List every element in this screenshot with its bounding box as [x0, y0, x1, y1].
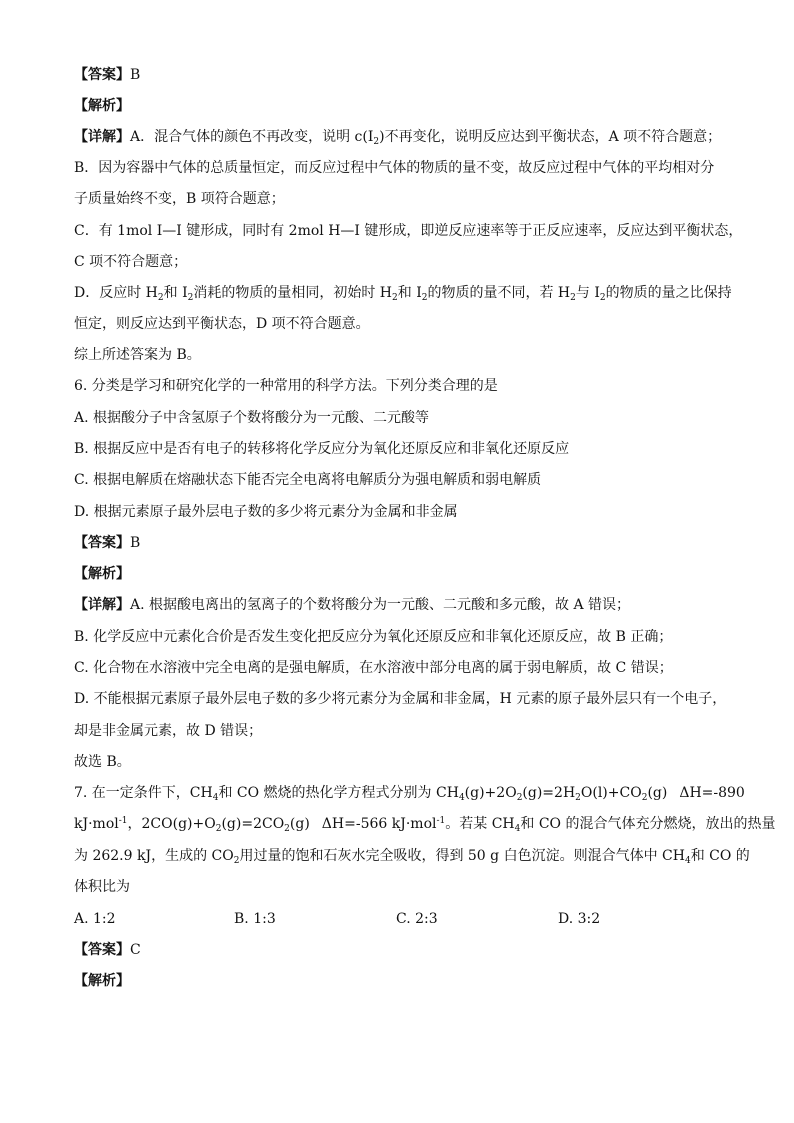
answer-label: 【答案】: [74, 942, 130, 958]
analysis-label: 【解析】: [74, 566, 130, 582]
subscript: 2: [157, 293, 164, 303]
text-segment: ΔH=-566 kJ·mol: [321, 816, 437, 832]
q6-detail-line-5: 却是非金属元素，故 D 错误；: [74, 723, 263, 739]
text-segment: 的物质的量之比保持: [605, 285, 732, 301]
text-segment: 与 I: [575, 285, 600, 301]
text-segment: (g)+2O: [464, 785, 517, 801]
subscript: 2: [516, 793, 523, 803]
text-segment: 和 CO 的混合气体充分燃烧，放出的热量: [520, 816, 776, 832]
text-segment: 。若某 CH: [445, 816, 515, 832]
answer-label: 【答案】: [74, 535, 130, 551]
text-segment: kJ·mol: [74, 816, 119, 832]
subscript: 2: [215, 824, 222, 834]
subscript: 2: [392, 293, 398, 303]
subscript: 4: [684, 856, 691, 866]
q5-detail-line-2: B．因为容器中气体的总质量恒定，而反应过程中气体的物质的量不变，故反应过程中气体的平均相对分: [74, 160, 715, 176]
q6-detail-line-3: C. 化合物在水溶液中完全电离的是强电解质，在水溶液中部分电离的属于弱电解质，故 C 错误；: [74, 660, 673, 676]
q6-option-d: D. 根据元素原子最外层电子数的多少将元素分为金属和非金属: [74, 504, 458, 520]
text-segment: 为 262.9 kJ，生成的 CO: [74, 848, 234, 864]
text-segment: 和 I: [397, 285, 422, 301]
subscript: 2: [373, 137, 380, 147]
subscript: 2: [641, 793, 648, 803]
text-segment: A. 根据酸电离出的氢离子的个数将酸分为一元酸、二元酸和多元酸，故 A 错误；: [130, 597, 631, 613]
superscript: -1: [118, 816, 128, 826]
subscript: 2: [284, 824, 290, 834]
superscript: -1: [436, 816, 446, 826]
q7-option-b: B. 1:3: [234, 911, 276, 927]
analysis-label: 【解析】: [74, 98, 130, 114]
q7-option-c: C. 2:3: [396, 911, 438, 927]
text-segment: 7. 在一定条件下，CH: [74, 785, 213, 801]
q6-detail-line-4: D. 不能根据元素原子最外层电子数的多少将元素分为金属和非金属，H 元素的原子最外层只有一个电子，: [74, 691, 727, 707]
q7-answer: [74, 939, 724, 961]
q7-stem-line-2: [74, 813, 776, 835]
detail-label: 【详解】: [74, 597, 130, 613]
q6-stem: 6. 分类是学习和研究化学的一种常用的科学方法。下列分类合理的是: [74, 378, 498, 394]
text-segment: A．混合气体的颜色不再改变，说明 c(I: [130, 129, 374, 145]
q7-stem-line-3: [74, 845, 750, 867]
subscript: 2: [575, 793, 581, 803]
q6-detail-line-1: [74, 594, 724, 616]
q5-answer: [74, 64, 724, 86]
text-segment: 消耗的物质的量相同，初始时 H: [193, 285, 393, 301]
answer-value: C: [130, 942, 141, 958]
text-segment: (g)=2CO: [221, 816, 285, 832]
analysis-label: 【解析】: [74, 973, 130, 989]
text-segment: D．反应时 H: [74, 285, 158, 301]
text-segment: 和 I: [163, 285, 188, 301]
subscript: 2: [421, 293, 428, 303]
subscript: 4: [458, 793, 465, 803]
q6-detail-line-2: B. 化学反应中元素化合价是否发生变化把反应分为氧化还原反应和非氧化还原反应，故 B 正确；: [74, 629, 673, 645]
q5-analysis-heading: [74, 95, 724, 117]
text-segment: (g)=2H: [522, 785, 576, 801]
q5-detail-line-1: [74, 126, 724, 148]
q7-stem-line-4: 体积比为: [74, 879, 130, 895]
text-segment: (g): [289, 816, 310, 832]
text-segment: )不再变化，说明反应达到平衡状态，A 项不符合题意；: [379, 129, 722, 145]
text-segment: (g): [647, 785, 668, 801]
q5-detail-line-5: C 项不符合题意；: [74, 254, 188, 270]
q6-analysis-heading: [74, 563, 724, 585]
text-segment: 和 CO 的: [690, 848, 750, 864]
q7-option-d: D. 3:2: [558, 911, 601, 927]
q7-option-a: A. 1:2: [74, 911, 116, 927]
text-segment: 的物质的量不同，若 H: [427, 285, 571, 301]
q5-detail-line-4: C．有 1mol I—I 键形成，同时有 2mol H—I 键形成，即逆反应速率等于正反应速率，反应达到平衡状态，: [74, 223, 743, 239]
detail-label: 【详解】: [74, 129, 130, 145]
q7-analysis-heading: [74, 970, 724, 992]
q6-conclusion: 故选 B。: [74, 754, 131, 770]
subscript: 4: [212, 793, 219, 803]
q5-detail-line-6: [74, 282, 732, 304]
answer-value: B: [130, 67, 141, 83]
q5-detail-line-3: 子质量始终不变，B 项符合题意；: [74, 191, 285, 207]
q5-conclusion: 综上所述答案为 B。: [74, 347, 201, 363]
subscript: 4: [514, 824, 521, 834]
q6-option-a: A. 根据酸分子中含氢原子个数将酸分为一元酸、二元酸等: [74, 410, 430, 426]
answer-value: B: [130, 535, 141, 551]
q6-option-c: C. 根据电解质在熔融状态下能否完全电离将电解质分为强电解质和弱电解质: [74, 472, 542, 488]
answer-label: 【答案】: [74, 67, 130, 83]
text-segment: ΔH=-890: [679, 785, 745, 801]
q6-answer: [74, 532, 724, 554]
subscript: 2: [187, 293, 194, 303]
q6-option-b: B. 根据反应中是否有电子的转移将化学反应分为氧化还原反应和非氧化还原反应: [74, 441, 570, 457]
subscript: 2: [599, 293, 606, 303]
q5-detail-line-7: 恒定，则反应达到平衡状态，D 项不符合题意。: [74, 316, 370, 332]
subscript: 2: [570, 293, 576, 303]
text-segment: 和 CO 燃烧的热化学方程式分别为 CH: [218, 785, 459, 801]
text-segment: 用过量的饱和石灰水完全吸收，得到 50 g 白色沉淀。则混合气体中 CH: [239, 848, 685, 864]
subscript: 2: [233, 856, 240, 866]
q7-stem-line-1: [74, 782, 745, 804]
text-segment: O(l)+CO: [580, 785, 642, 801]
text-segment: ，2CO(g)+O: [127, 816, 216, 832]
